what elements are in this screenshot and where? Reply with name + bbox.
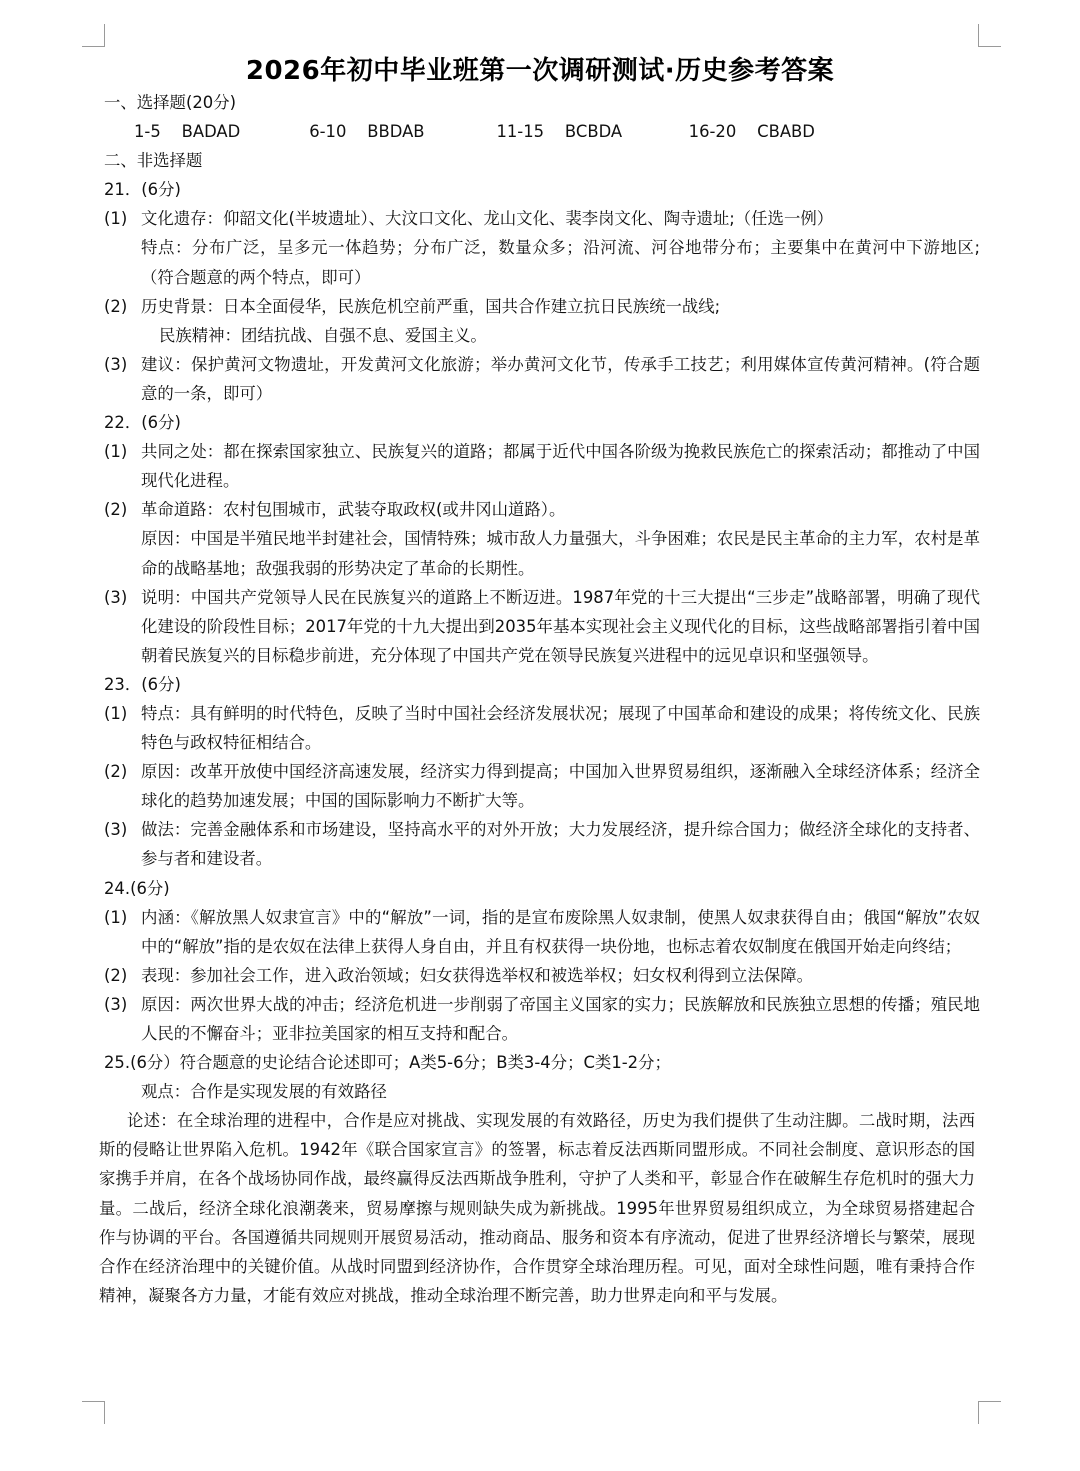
choice-group: 16-20 CBABD [688,122,815,142]
section-heading-nonchoice: 二、非选择题 [104,151,203,171]
crop-mark-bottom-left [82,1401,105,1424]
section-heading-choice: 一、选择题(20分) [104,93,236,112]
question-heading: 23．(6分) [104,674,181,694]
answer-item: (3) 说明：中国共产党领导人民在民族复兴的道路上不断迈进。1987年党的十三大提出“三步走”战略部署，明确了现代化建设的阶段性目标；2017年党的十九大提出到2035年基本实现社会主义现代化的目标，这些战略部署指引着中国朝着民族复兴的目标稳步前进，充分体现了中国共产党在领导民族复兴进程中的远见卓识和坚强领导。 [104,587,980,665]
answer-item: (2) 表现：参加社会工作，进入政治领域；妇女获得选举权和被选举权；妇女权利得到立法保障。 [104,965,814,985]
question-heading: 22．(6分) [104,413,181,433]
answer-item: (3) 原因：两次世界大战的冲击；经济危机进一步削弱了帝国主义国家的实力；民族解放和民族独立思想的传播；殖民地人民的不懈奋斗；亚非拉美国家的相互支持和配合。 [104,994,980,1043]
answer-item: (1) 共同之处：都在探索国家独立、民族复兴的道路；都属于近代中国各阶级为挽救民族危亡的探索活动；都推动了中国现代化进程。 [104,442,980,491]
answer-item: (2) 革命道路：农村包围城市，武装夺取政权(或井冈山道路）。 原因：中国是半殖民地半封建社会，国情特殊；城市敌人力量强大，斗争困难；农民是民主革命的主力军，农村是革命的战略基地；敌强我弱的形势决定了革命的长期性。 [104,500,980,578]
choice-group: 1-5 BADAD [134,122,241,142]
answer-item: (1) 文化遗存：仰韶文化(半坡遗址）、大汶口文化、龙山文化、裴李岗文化、陶寺遗址;（任选一例） 特点：分布广泛，呈多元一体趋势；分布广泛，数量众多；沿河流、河谷地带分布；主要集中在黄河中下游地区;（符合题意的两个特点，即可） [104,209,980,287]
choice-answers [104,117,980,146]
page-title: 2026年初中毕业班第一次调研测试·历史参考答案 [245,56,835,86]
question-heading: 24.(6分) [104,878,170,898]
answer-item: (2) 原因：改革开放使中国经济高速发展，经济实力得到提高；中国加入世界贸易组织，逐渐融入全球经济体系；经济全球化的趋势加速发展；中国的国际影响力不断扩大等。 [104,762,980,811]
essay-viewpoint: 观点：合作是实现发展的有效路径 [141,1082,387,1102]
answer-item: (3) 建议：保护黄河文物遗址，开发黄河文化旅游；举办黄河文化节，传承手工技艺；利用媒体宣传黄河精神。(符合题意的一条，即可） [104,354,980,403]
question-heading: 21．(6分) [104,180,181,200]
crop-mark-top-right [978,24,1001,47]
choice-group: 6-10 BBDAB [309,122,425,142]
answer-item: (1) 特点：具有鲜明的时代特色，反映了当时中国社会经济发展状况；展现了中国革命和建设的成果；将传统文化、民族特色与政权特征相结合。 [104,703,980,753]
crop-mark-top-left [82,24,105,47]
question-heading: 25.(6分）符合题意的史论结合论述即可；A类5-6分；B类3-4分；C类1-2分； [104,1053,671,1073]
essay-argument: 论述：在全球治理的进程中，合作是应对挑战、实现发展的有效路径，历史为我们提供了生动注脚。二战时期，法西斯的侵略让世界陷入危机。1942年《联合国家宣言》的签署，标志着反法西斯同盟形成。不同社会制度、意识形态的国家携手并肩，在各个战场协同作战，最终赢得反法西斯战争胜利，守护了人类和平，彰显合作在破解生存危机时的强大力量。二战后，经济全球化浪潮袭来，贸易摩擦与规则缺失成为新挑战。1995年世界贸易组织成立，为全球贸易搭建起合作与协调的平台。各国遵循共同规则开展贸易活动，推动商品、服务和资本有序流动，促进了世界经济增长与繁荣，展现合作在经济治理中的关键价值。从战时同盟到经济协作，合作贯穿全球治理历程。可见，面对全球性问题，唯有秉持合作精神，凝聚各方力量，才能有效应对挑战，推动全球治理不断完善，助力世界走向和平与发展。 [99,1111,975,1305]
answer-item: (2) 历史背景：日本全面侵华，民族危机空前严重，国共合作建立抗日民族统一战线; 民族精神：团结抗战、自强不息、爱国主义。 [104,296,721,345]
answer-content [99,88,980,1310]
choice-group: 11-15 BCBDA [496,122,623,142]
crop-mark-bottom-right [978,1401,1001,1424]
answer-item: (1) 内涵：《解放黑人奴隶宣言》中的“解放”一词，指的是宣布废除黑人奴隶制，使黑人奴隶获得自由；俄国“解放”农奴中的“解放”指的是农奴在法律上获得人身自由，并且有权获得一块份地，也标志着农奴制度在俄国开始走向终结； [104,907,980,956]
answer-item: (3) 做法：完善金融体系和市场建设，坚持高水平的对外开放；大力发展经济，提升综合国力；做经济全球化的支持者、参与者和建设者。 [104,820,980,869]
